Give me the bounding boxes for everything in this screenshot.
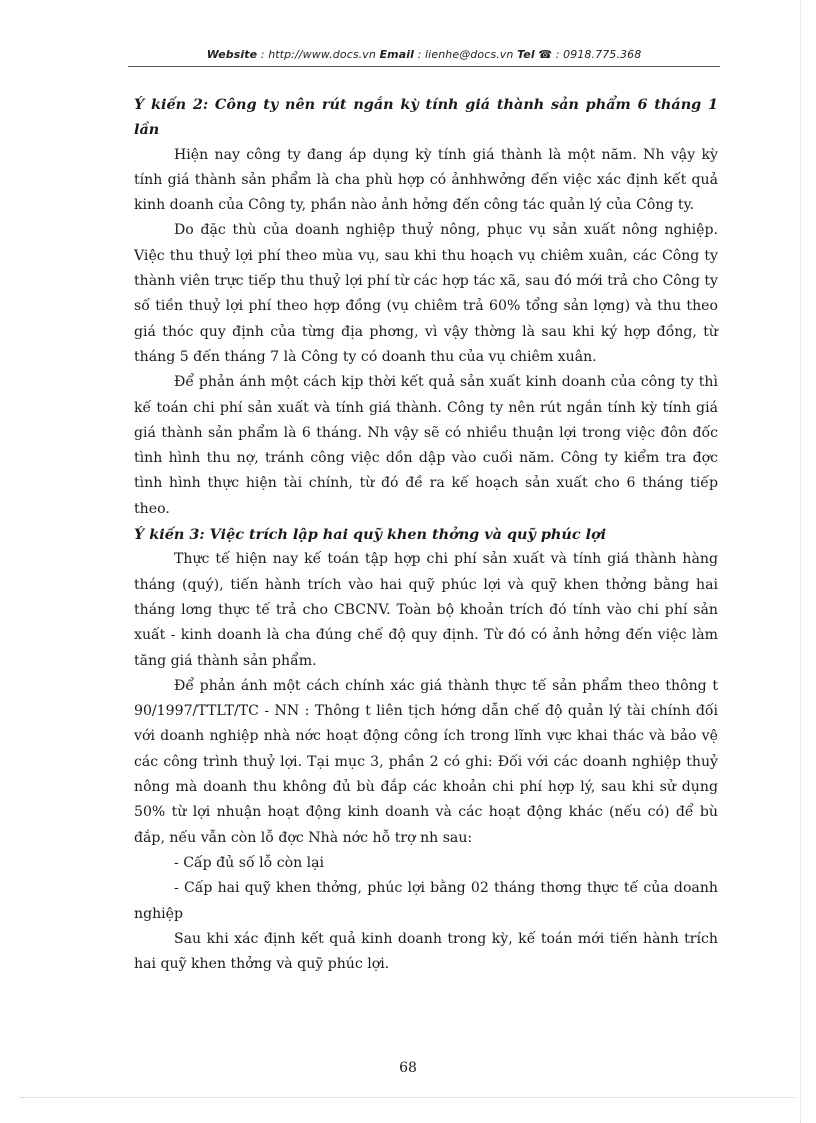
header-divider [128,66,720,67]
website-value: : http://www.docs.vn [257,48,380,61]
website-label: Website [206,48,258,61]
paragraph-5: Để phản ánh một cách chính xác giá thành thực tế sản phẩm theo thông t 90/1997/TTLT/TC - NN : Thông t liên tịch hớng dẫn chế độ quản lý tài chính đối với doanh nghiệp nhà nớc hoạt động công ích trong lĩnh vực khai thác và bảo vệ các công trình thuỷ lợi. Tại mục 3, phần 2 có ghi: Đối với các doanh nghiệp thuỷ nông mà doanh thu không đủ bù đắp các khoản chi phí hợp lý, sau khi sử dụng 50% từ lợi nhuận hoạt động kinh doanh và các hoạt động khác (nếu có) để bù đắp, nếu vẫn còn lỗ đợc Nhà nớc hỗ trợ nh sau: [134,677,718,846]
page-header [128,48,720,61]
email-value: : lienhe@docs.vn [414,48,518,61]
paragraph-2: Do đặc thù của doanh nghiệp thuỷ nông, phục vụ sản xuất nông nghiệp. Việc thu thuỷ lợi phí theo mùa vụ, sau khi thu hoạch vụ chiêm xuân, các Công ty thành viên trực tiếp thu thuỷ lợi phí từ các hợp tác xã, sau đó mới trả cho Công ty số tiền thuỷ lợi phí theo hợp đồng (vụ chiêm trả 60% tổng sản lợng) và thu theo giá thóc quy định của từng địa phơng, vì vậy thờng là sau khi ký hợp đồng, từ tháng 5 đến tháng 7 là Công ty có doanh thu của vụ chiêm xuân. [134,222,718,365]
paragraph-3: Để phản ánh một cách kịp thời kết quả sản xuất kinh doanh của công ty thì kế toán chi phí sản xuất và tính giá thành. Công ty nên rút ngắn tính kỳ tính giá giá thành sản phẩm là 6 tháng. Nh vậy sẽ có nhiều thuận lợi trong việc đôn đốc tình hình thu nợ, tránh công việc dồn dập vào cuối năm. Công ty kiểm tra đợc tình hình thực hiện tài chính, từ đó đề ra kế hoạch sản xuất cho 6 tháng tiếp theo. [134,374,718,517]
paragraph-4: Thực tế hiện nay kế toán tập hợp chi phí sản xuất và tính giá thành hàng tháng (quý), tiến hành trích vào hai quỹ phúc lợi và quỹ khen thởng bằng hai tháng lơng thực tế trả cho CBCNV. Toàn bộ khoản trích đó tính vào chi phí sản xuất - kinh doanh là cha đúng chế độ quy định. Từ đó có ảnh hởng đến việc làm tăng giá thành sản phẩm. [134,551,718,669]
paragraph-6: Sau khi xác định kết quả kinh doanh trong kỳ, kế toán mới tiến hành trích hai quỹ khen thởng và quỹ phúc lợi. [134,930,718,973]
email-label: Email [379,48,415,61]
tel-label: Tel [517,48,535,61]
list-item-2: - Cấp hai quỹ khen thởng, phúc lợi bằng 02 tháng thơng thực tế của doanh nghiệp [134,880,718,922]
tel-value: : 0918.775.368 [552,48,642,61]
document-body [134,92,718,977]
section-heading-3: Ý kiến 3: Việc trích lập hai quỹ khen thởng và quỹ phúc lợi [134,526,607,544]
page-edge-divider [800,0,801,1123]
list-item-1: - Cấp đủ số lỗ còn lại [174,854,325,871]
phone-icon: ☎ [538,48,553,61]
section-heading-2: Ý kiến 2: Công ty nên rút ngắn kỳ tính giá thành sản phẩm 6 tháng 1 lần [134,96,718,139]
footer-divider [20,1097,796,1098]
paragraph-1: Hiện nay công ty đang áp dụng kỳ tính giá thành là một năm. Nh vậy kỳ tính giá thành sản phẩm là cha phù hợp có ảnhhwởng đến việc xác định kết quả kinh doanh của Công ty, phần nào ảnh hởng đến công tác quản lý của Công ty. [134,146,718,214]
page-number: 68 [399,1060,417,1076]
